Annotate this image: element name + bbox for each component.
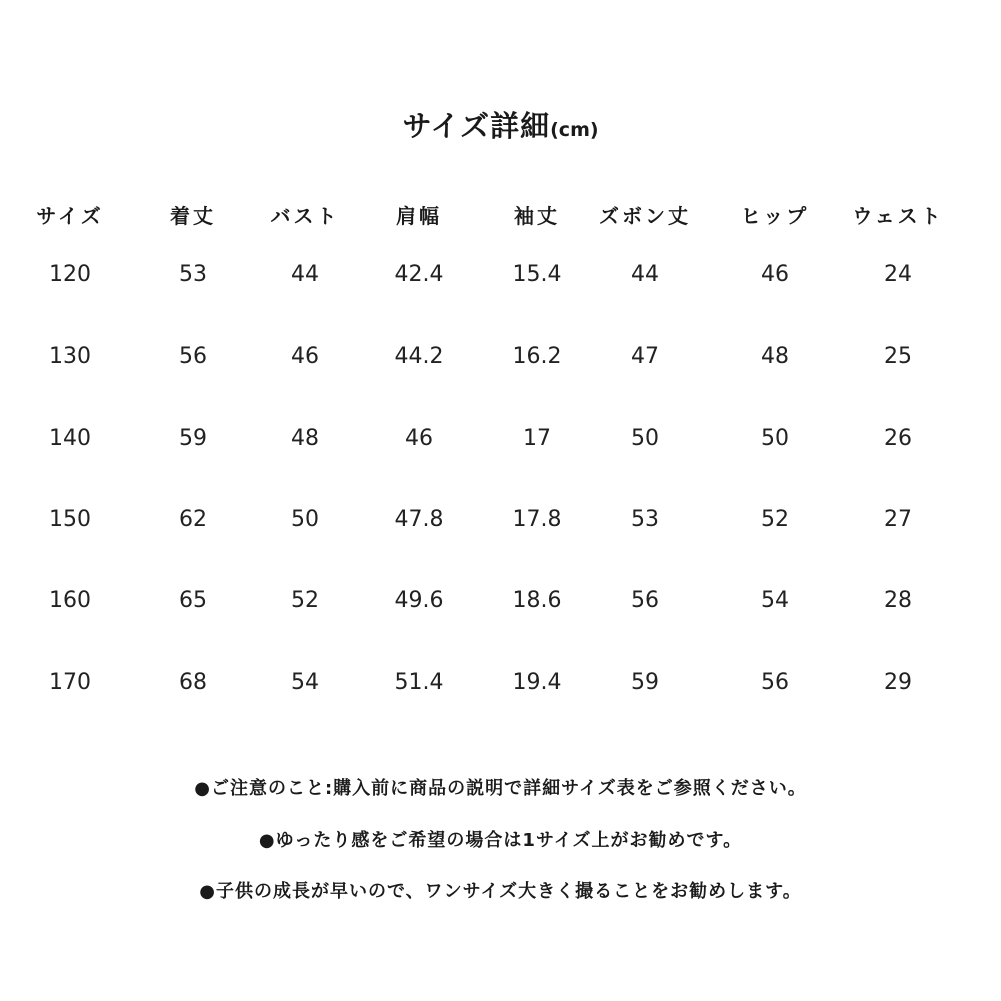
page-title xyxy=(0,104,1001,145)
table-cell-waist: 24 xyxy=(884,262,912,287)
table-cell-pants-length: 50 xyxy=(631,426,659,451)
table-cell-pants-length: 56 xyxy=(631,588,659,613)
table-cell-length: 68 xyxy=(179,670,207,695)
table-cell-size: 170 xyxy=(49,670,91,695)
table-cell-length: 59 xyxy=(179,426,207,451)
table-cell-waist: 26 xyxy=(884,426,912,451)
table-cell-hip: 48 xyxy=(761,344,789,369)
table-cell-length: 65 xyxy=(179,588,207,613)
table-cell-waist: 28 xyxy=(884,588,912,613)
table-cell-waist: 27 xyxy=(884,507,912,532)
column-header-hip: ヒップ xyxy=(740,204,810,228)
table-cell-bust: 46 xyxy=(291,344,319,369)
table-cell-bust: 54 xyxy=(291,670,319,695)
table-cell-size: 120 xyxy=(49,262,91,287)
note-caution: ●ご注意のこと:購入前に商品の説明で詳細サイズ表をご参照ください。 xyxy=(194,778,807,799)
table-cell-sleeve: 15.4 xyxy=(512,262,562,287)
table-cell-bust: 44 xyxy=(291,262,319,287)
table-cell-pants-length: 59 xyxy=(631,670,659,695)
table-cell-bust: 52 xyxy=(291,588,319,613)
note-loose-fit: ●ゆったり感をご希望の場合は1サイズ上がお勧めです。 xyxy=(258,830,743,851)
table-cell-sleeve: 17.8 xyxy=(512,507,562,532)
table-cell-hip: 52 xyxy=(761,507,789,532)
table-cell-sleeve: 16.2 xyxy=(512,344,562,369)
table-cell-size: 140 xyxy=(49,426,91,451)
table-cell-waist: 25 xyxy=(884,344,912,369)
column-header-bust: バスト xyxy=(270,204,340,228)
table-cell-hip: 46 xyxy=(761,262,789,287)
table-cell-sleeve: 19.4 xyxy=(512,670,562,695)
title-unit: (cm) xyxy=(550,119,599,141)
note-growth: ●子供の成長が早いので、ワンサイズ大きく撮ることをお勧めします。 xyxy=(199,881,802,902)
table-cell-hip: 54 xyxy=(761,588,789,613)
table-cell-size: 150 xyxy=(49,507,91,532)
table-cell-pants-length: 47 xyxy=(631,344,659,369)
table-cell-shoulder: 46 xyxy=(405,426,433,451)
table-cell-pants-length: 44 xyxy=(631,262,659,287)
column-header-waist: ウェスト xyxy=(852,204,944,228)
table-cell-shoulder: 47.8 xyxy=(394,507,444,532)
table-cell-sleeve: 18.6 xyxy=(512,588,562,613)
table-cell-length: 62 xyxy=(179,507,207,532)
column-header-shoulder: 肩幅 xyxy=(396,204,442,228)
table-cell-shoulder: 44.2 xyxy=(394,344,444,369)
table-cell-length: 56 xyxy=(179,344,207,369)
table-cell-shoulder: 49.6 xyxy=(394,588,444,613)
column-header-pants-length: ズボン丈 xyxy=(599,204,691,228)
table-cell-length: 53 xyxy=(179,262,207,287)
table-cell-sleeve: 17 xyxy=(523,426,551,451)
table-cell-pants-length: 53 xyxy=(631,507,659,532)
column-header-length: 着丈 xyxy=(170,204,216,228)
table-cell-hip: 56 xyxy=(761,670,789,695)
table-cell-hip: 50 xyxy=(761,426,789,451)
title-text: サイズ詳細 xyxy=(402,109,551,143)
table-cell-size: 130 xyxy=(49,344,91,369)
table-cell-waist: 29 xyxy=(884,670,912,695)
table-cell-size: 160 xyxy=(49,588,91,613)
table-cell-shoulder: 42.4 xyxy=(394,262,444,287)
table-cell-shoulder: 51.4 xyxy=(394,670,444,695)
column-header-size: サイズ xyxy=(36,204,104,228)
table-cell-bust: 50 xyxy=(291,507,319,532)
table-cell-bust: 48 xyxy=(291,426,319,451)
column-header-sleeve: 袖丈 xyxy=(514,204,560,228)
